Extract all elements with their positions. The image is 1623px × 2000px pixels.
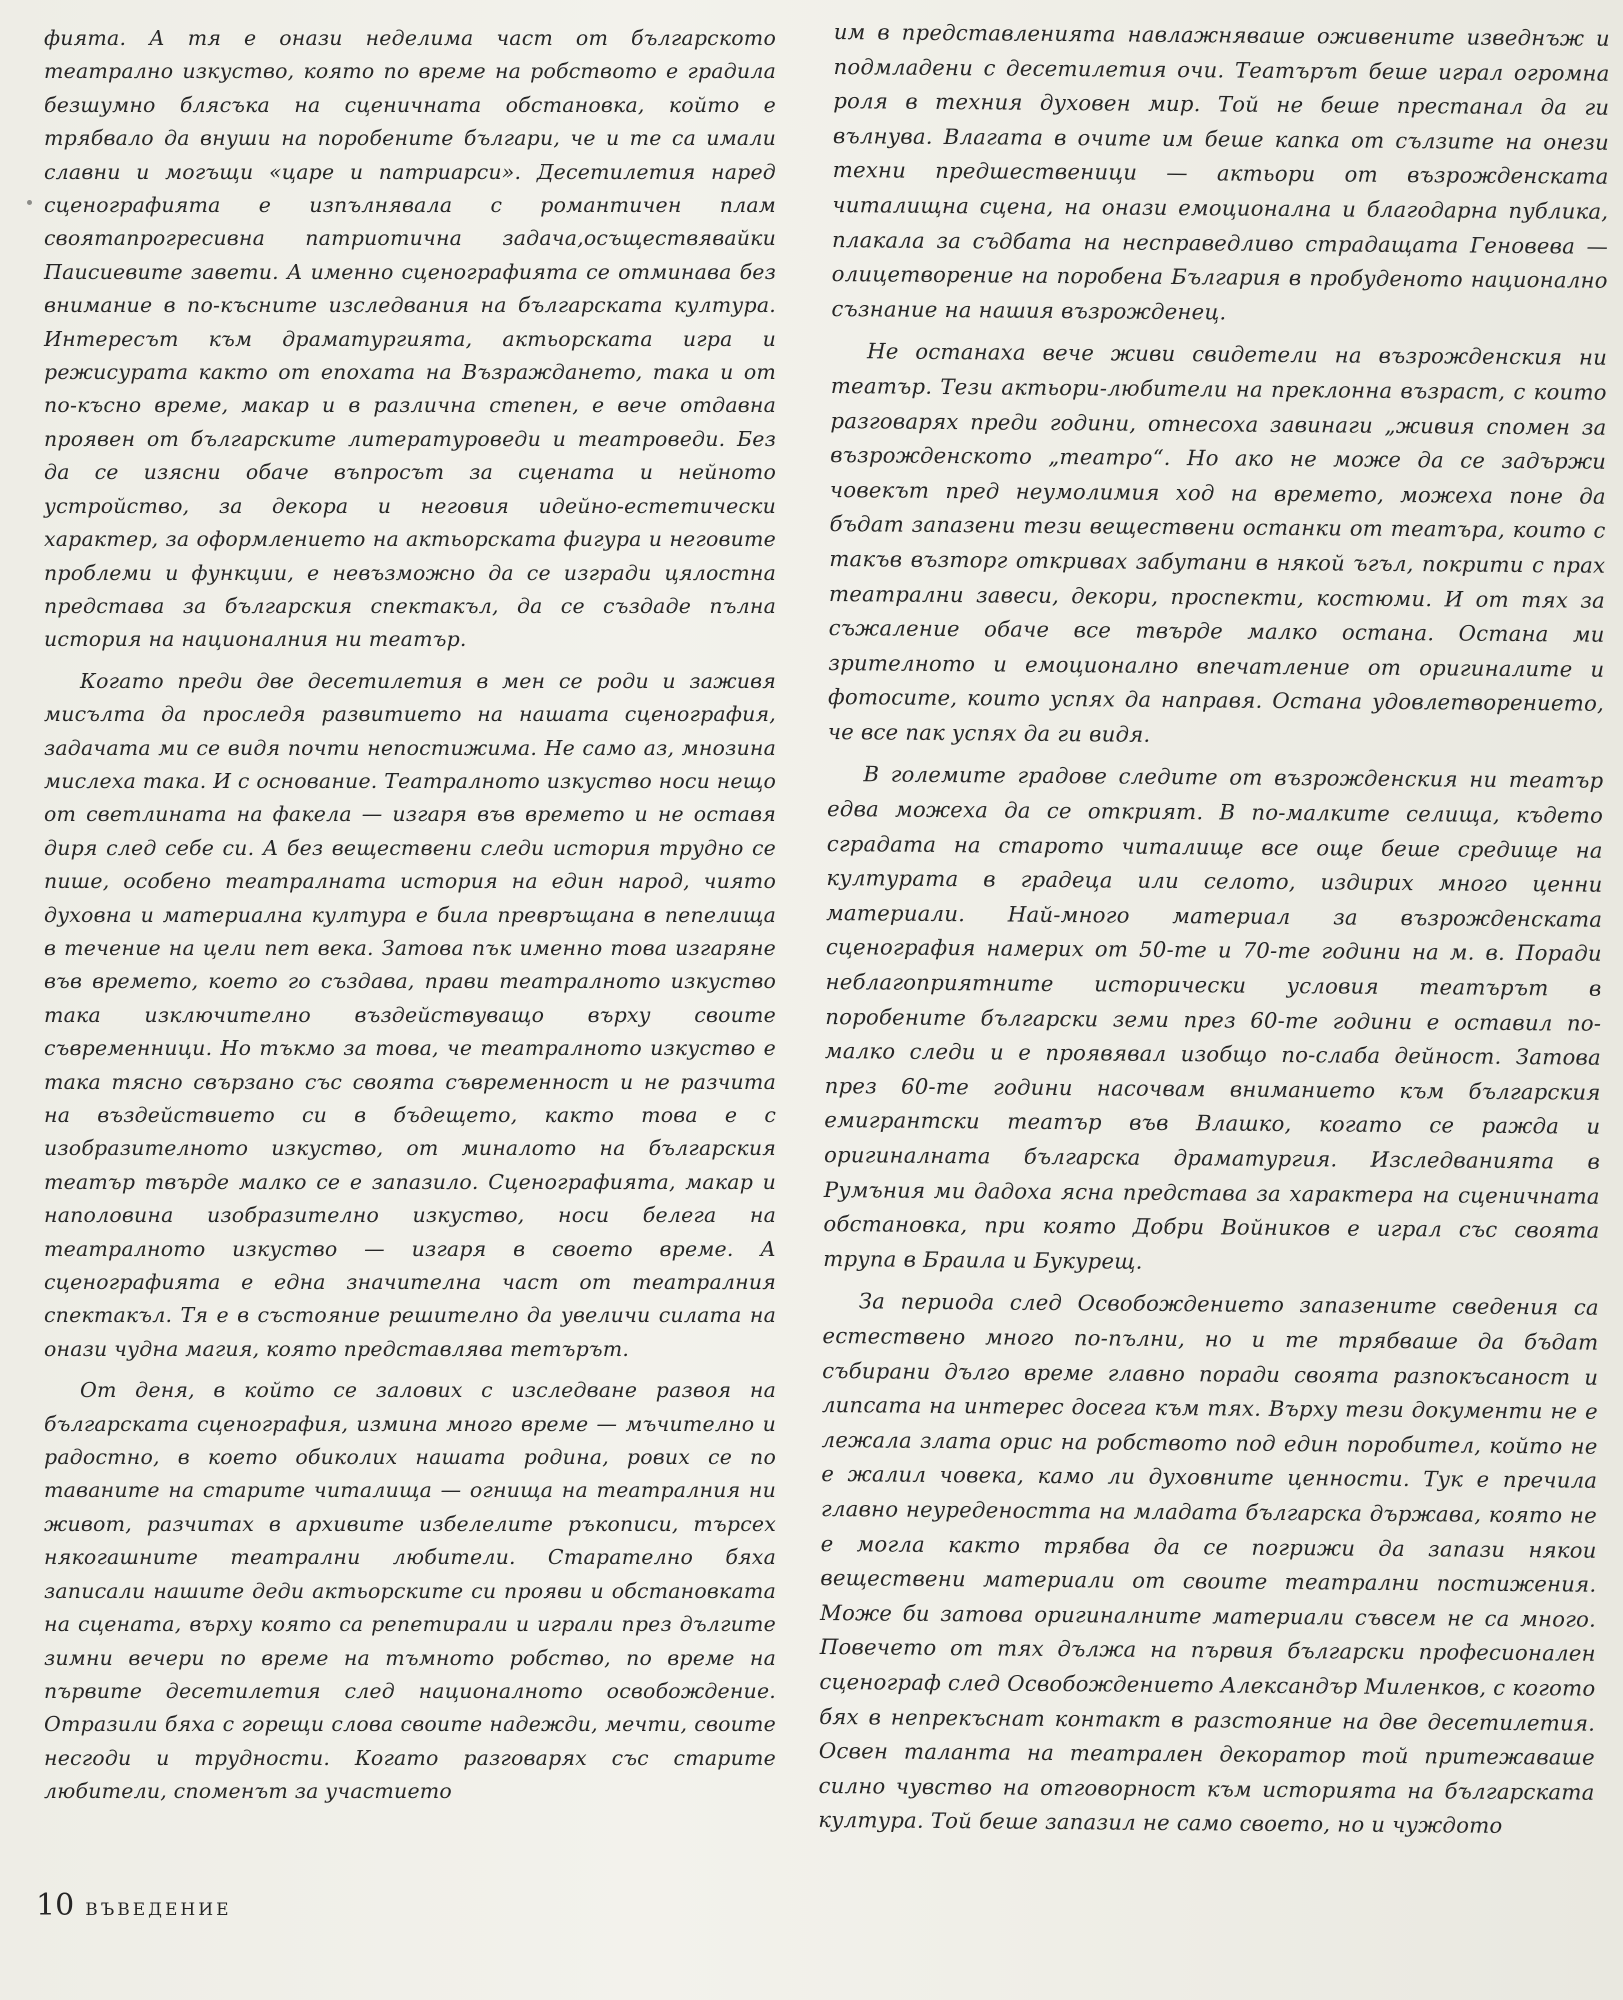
paragraph: фията. А тя е онази неделима част от българското театрално изкуство, която по време на робството е градила безшумно блясъка на сценичната обстановка, който е трябвало да внуши на поробените българи, че и те са имали славни и могъщи «царе и патриарси». Десетилетия наред сценографията е изпълнявала с романтичен плам своятапрогресивна патриотична задача,осъществявайки Паисиевите завети. А именно сценографията се отминава без внимание в по-късните изследвания на българската култура. Интересът към драматургията, актьорската игра и режисурата както от епохата на Възраждането, така и от по-късно време, макар и в различна степен, е вече отдавна проявен от българските литературоведи и театроведи. Без да се изясни обаче въпросът за сцената и нейното устройство, за декора и неговия идейно-естетически характер, за оформлението на актьорската фигура и неговите проблеми и функции, е невъзможно да се изгради цялостна представа за българския спектакъл, да се създаде пълна история на националния ни театър.	[44, 26, 776, 652]
page-number: 10	[36, 1888, 75, 1923]
paragraph: Не останаха вече живи свидетели на възрожденския ни театър. Тези актьори-любители на преклонна възраст, с които разговарях преди години, отнесоха завинаги „живия спомен за възрожденското „театро“. Но ако не може да се задържи човекът пред неумолимия ход на времето, можеха поне да бъдат запазени тези веществени останки от театъра, които с такъв възторг откривах забутани в някой ъгъл, покрити с прах театрални завеси, декори, проспекти, костюми. И от тях за съжаление обаче все твърде малко остана. Остана ми зрителното и емоционално впечатление от оригиналите и фотосите, които успях да направя. Остана удовлетворението, че все пак успях да ги видя.	[827, 339, 1608, 748]
left-text-column	[44, 22, 776, 1817]
section-title: ВЪВЕДЕНИЕ	[85, 1900, 232, 1920]
paragraph: За периода след Освобождението запазените сведения са естествено много по-пълни, но и те трябваше да бъдат събирани дълго време главно поради своята разпокъсаност и липсата на интерес досега към тях. Върху тези документи не е лежала злата орис на робството под един поробител, който не е жалил човека, камо ли духовните ценности. Тук е пречила главно неуредеността на младата българска държава, която не е могла както трябва да се погрижи да запази някои веществени материали от своите театрални постижения. Може би затова оригиналните материали съвсем не са много. Повечето от тях дължа на първия български професионален сценограф след Освобождението Александър Миленков, с когото бях в непрекъснат контакт в разстояние на две десетилетия. Освен таланта на театрален декоратор той притежаваше силно чувство на отговорност към историята на българската култура. Той беше запазил не само своето, но и чуждото	[818, 1289, 1599, 1840]
margin-speck	[27, 200, 32, 205]
paragraph: Когато преди две десетилетия в мен се роди и заживя мисълта да проследя развитието на нашата сценография, задачата ми се видя почти непостижима. Не само аз, мнозина мислеха така. И с основание. Театралното изкуство носи нещо от светлината на факела — изгаря във времето и не оставя диря след себе си. А без веществени следи история трудно се пише, особено театралната история на един народ, чиято духовна и материална култура е била превръщана в пепелища в течение на цели пет века. Затова пък именно това изгаряне във времето, което го създава, прави театралното изкуство така изключително въздействуващо върху своите съвременници. Но тъкмо за това, че театралното изкуство е така тясно свързано със своята съвременност и не разчита на въздействието си в бъдещето, както това е с изобразителното изкуство, от миналото на българския театър твърде малко се е запазило. Сценографията, макар и наполовина изобразително изкуство, носи белега на театралното изкуство — изгаря в своето време. А сценографията е една значителна част от театралния спектакъл. Тя е в състояние решително да увеличи силата на онази чудна магия, която представлява тетърът.	[44, 668, 776, 1361]
right-text-column	[818, 16, 1610, 1854]
paragraph: От деня, в който се залових с изследване развоя на българската сценография, измина много време — мъчително и радостно, в което обиколих нашата родина, рових се по таваните на старите читалища — огнища на театралния ни живот, разчитах в архивите избелелите ръкописи, търсех някогашните театрални любители. Старателно бяха записали нашите деди актьорските си прояви и обстановката на сцената, върху която са репетирали и играли през дългите зимни вечери по време на тъмното робство, по време на първите десетилетия след националното освобождение. Отразили бяха с горещи слова своите надежди, мечти, своите несгоди и трудности. Когато разговарях със старите любители, споменът за участието	[44, 1378, 776, 1804]
paragraph: им в представленията навлажняваше оживените изведнъж и подмладени с десетилетия очи. Театърът беше играл огромна роля в техния духовен мир. Той не беше престанал да ги вълнува. Влагата в очите им беше капка от сълзите на онези техни предшественици — актьори от възрожденската читалищна сцена, на онази емоционална и благодарна публика, плакала за съдбата на несправедливо страдащата Геновева — олицетворение на поробена България в пробуденото национално съзнание на нашия възрожденец.	[831, 19, 1610, 326]
page-footer	[36, 1888, 231, 1923]
paragraph: В големите градове следите от възрожденския ни театър едва можеха да се открият. В по-малките селища, където сградата на старото читалище все още беше средище на културата в градеца или селото, издирих много ценни материали. Най-много материал за възрожденската сценография намерих от 50-те и 70-те години на м. в. Поради неблагоприятните исторически условия театърът в поробените български земи през 60-те години е оставил по-малко следи и е проявявал изобщо по-слаба дейност. Затова през 60-те години насочвам вниманието към българския емигрантски театър във Влашко, когато се ражда и оригиналната българска драматургия. Изследванията в Румъния ми дадоха ясна представа за характера на сценичната обстановка, при която Добри Войников е играл със своята трупа в Браила и Букурещ.	[823, 762, 1604, 1275]
